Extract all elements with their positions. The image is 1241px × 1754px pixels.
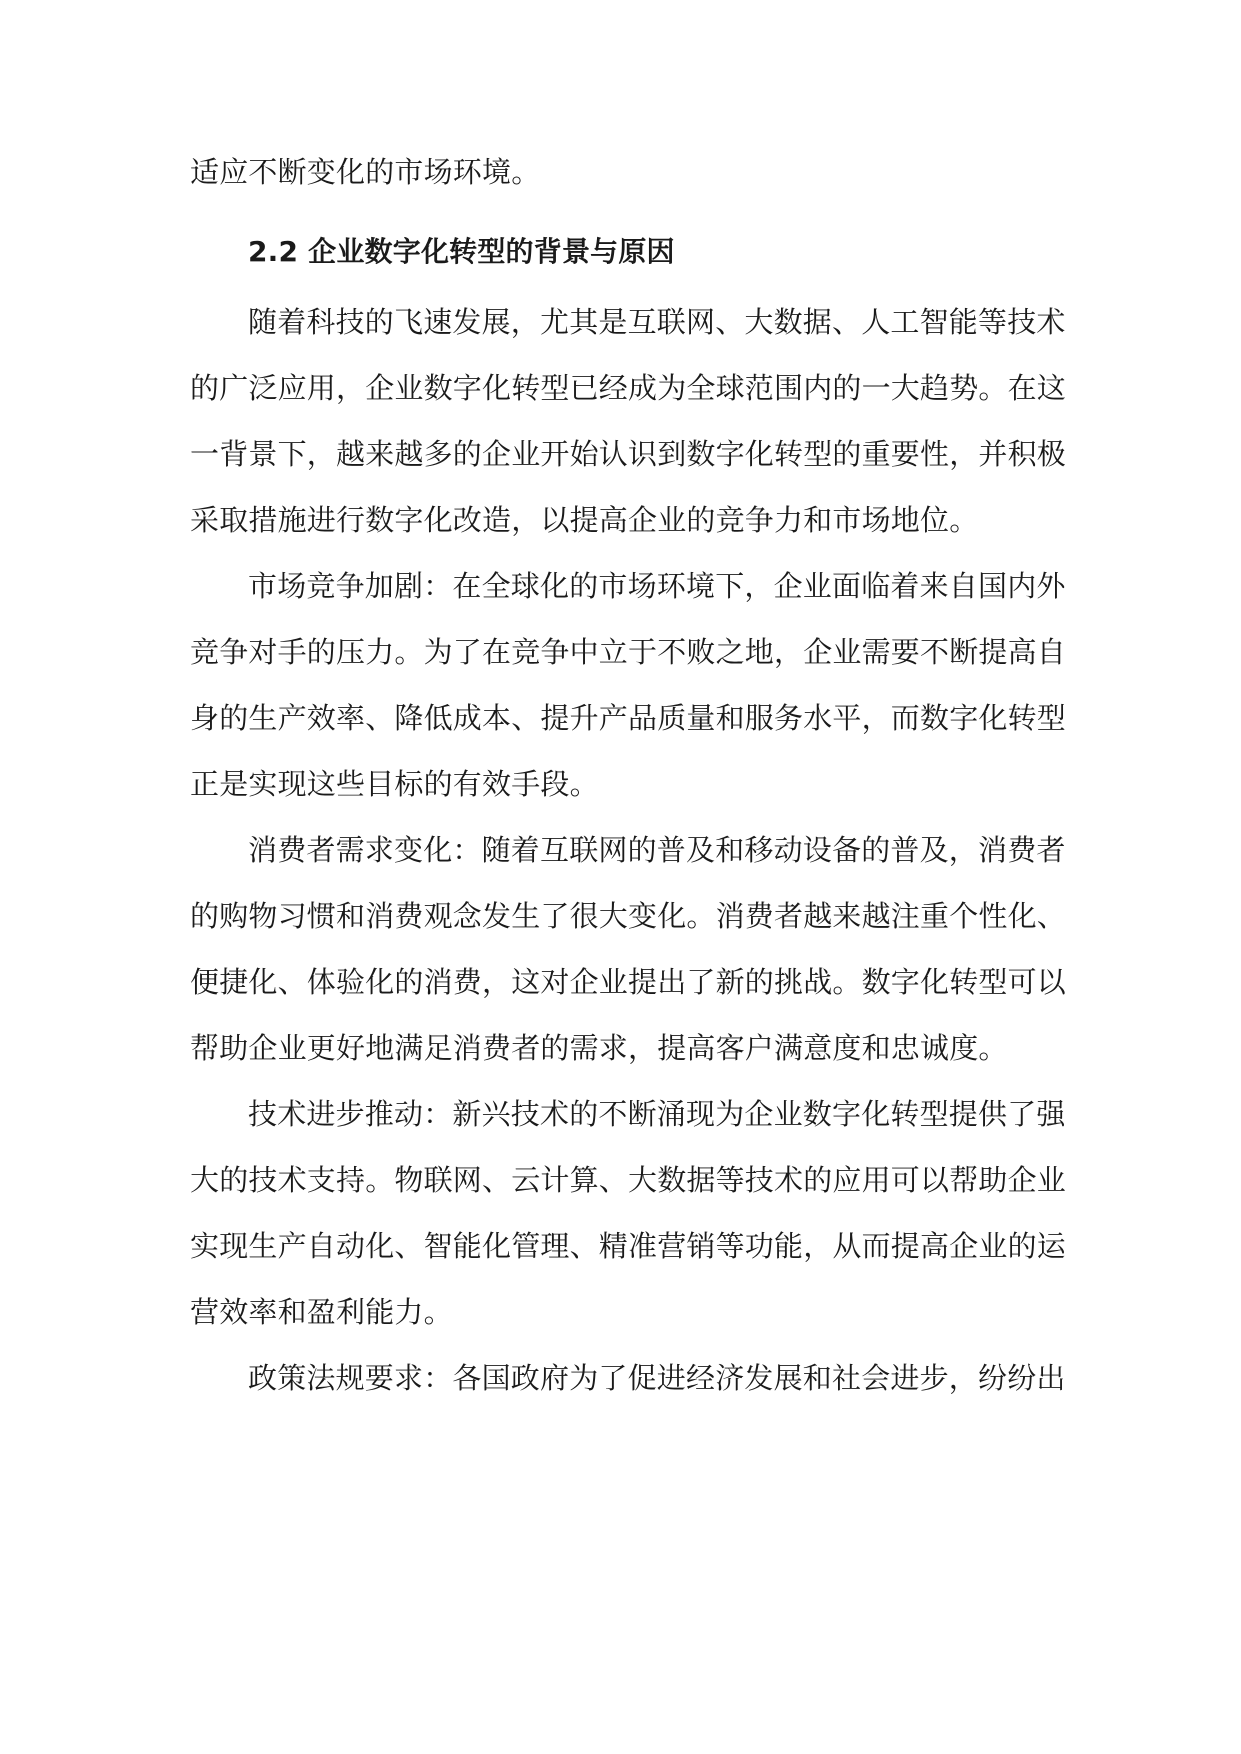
text-line: 营效率和盈利能力。 [190,1295,453,1329]
text-line: 采取措施进行数字化改造，以提高企业的竞争力和市场地位。 [190,503,979,537]
text-line: 适应不断变化的市场环境。 [190,155,541,189]
text-line: 技术进步推动：新兴技术的不断涌现为企业数字化转型提供了强 [248,1097,1066,1131]
text-line: 的购物习惯和消费观念发生了很大变化。消费者越来越注重个性化、 [190,899,1067,933]
section-heading: 2.2 企业数字化转型的背景与原因 [248,235,675,268]
text-line: 便捷化、体验化的消费，这对企业提出了新的挑战。数字化转型可以 [190,965,1067,999]
text-line: 政策法规要求：各国政府为了促进经济发展和社会进步，纷纷出 [248,1361,1066,1395]
text-line: 大的技术支持。物联网、云计算、大数据等技术的应用可以帮助企业 [190,1163,1067,1197]
text-line: 随着科技的飞速发展，尤其是互联网、大数据、人工智能等技术 [248,305,1066,339]
text-line: 市场竞争加剧：在全球化的市场环境下，企业面临着来自国内外 [248,569,1066,603]
text-line: 的广泛应用，企业数字化转型已经成为全球范围内的一大趋势。在这 [190,371,1067,405]
text-line: 帮助企业更好地满足消费者的需求，提高客户满意度和忠诚度。 [190,1031,1008,1065]
text-line: 竞争对手的压力。为了在竞争中立于不败之地，企业需要不断提高自 [190,635,1067,669]
text-line: 一背景下，越来越多的企业开始认识到数字化转型的重要性，并积极 [190,437,1067,471]
text-line: 消费者需求变化：随着互联网的普及和移动设备的普及，消费者 [248,833,1066,867]
text-line: 身的生产效率、降低成本、提升产品质量和服务水平，而数字化转型 [190,701,1067,735]
text-line: 正是实现这些目标的有效手段。 [190,767,599,801]
text-line: 实现生产自动化、智能化管理、精准营销等功能，从而提高企业的运 [190,1229,1067,1263]
